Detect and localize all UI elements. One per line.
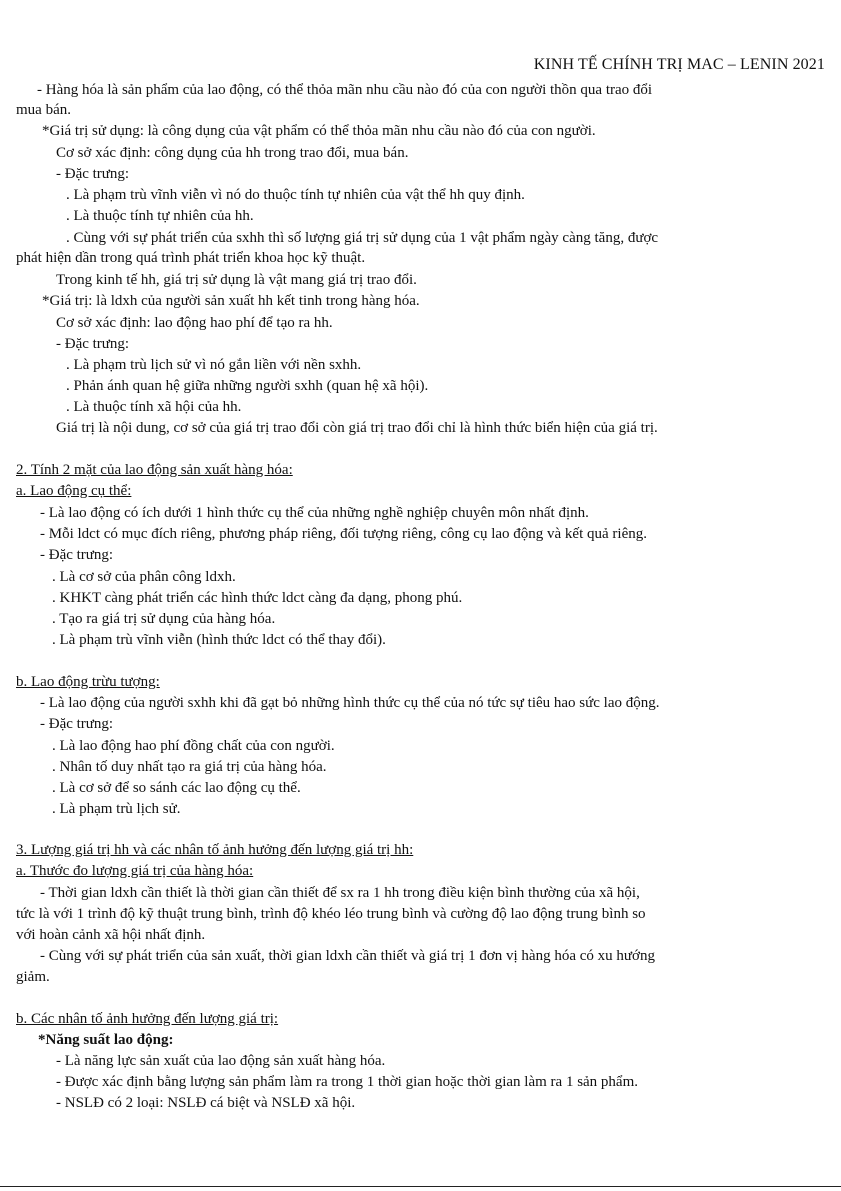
text-line: . Là cơ sở của phân công ldxh. bbox=[52, 569, 236, 585]
text-line: - Cùng với sự phát triển của sản xuất, thời gian ldxh cần thiết và giá trị 1 đơn vị hàng hóa có xu hướng bbox=[40, 948, 655, 964]
text-line: *Giá trị: là ldxh của người sản xuất hh kết tinh trong hàng hóa. bbox=[42, 293, 420, 309]
text-line: . Là phạm trù vĩnh viễn (hình thức ldct có thể thay đổi). bbox=[52, 632, 386, 648]
text-line: - Đặc trưng: bbox=[56, 166, 130, 182]
text-line: . Tạo ra giá trị sử dụng của hàng hóa. bbox=[52, 611, 276, 627]
section-heading: b. Các nhân tố ảnh hưởng đến lượng giá trị: bbox=[16, 1011, 279, 1027]
text-line: Trong kinh tế hh, giá trị sử dụng là vật mang giá trị trao đổi. bbox=[56, 272, 417, 288]
text-line: - Đặc trưng: bbox=[40, 547, 114, 563]
text-line: - Đặc trưng: bbox=[56, 336, 130, 352]
text-line: giảm. bbox=[16, 969, 50, 985]
text-line: . Phản ánh quan hệ giữa những người sxhh (quan hệ xã hội). bbox=[66, 378, 429, 394]
text-line: . Là lao động hao phí đồng chất của con người. bbox=[52, 738, 335, 754]
text-line: . Cùng với sự phát triển của sxhh thì số lượng giá trị sử dụng của 1 vật phẩm ngày càng tăng, được bbox=[66, 230, 659, 246]
text-line: - Đặc trưng: bbox=[40, 716, 114, 732]
text-line: *Giá trị sử dụng: là công dụng của vật phẩm có thể thỏa mãn nhu cầu nào đó của con người. bbox=[42, 123, 596, 139]
text-line: . Là thuộc tính xã hội của hh. bbox=[66, 399, 242, 415]
text-line: Cơ sở xác định: lao động hao phí để tạo ra hh. bbox=[56, 315, 333, 331]
section-heading: a. Lao động cụ thể: bbox=[16, 483, 132, 499]
text-line: tức là với 1 trình độ kỹ thuật trung bình, trình độ khéo léo trung bình và cường độ lao động trung bình so bbox=[16, 906, 646, 922]
page-header: KINH TẾ CHÍNH TRỊ MAC – LENIN 2021 bbox=[533, 56, 825, 73]
text-line: . Là cơ sở để so sánh các lao động cụ thể. bbox=[52, 780, 301, 796]
text-line: . Là phạm trù lịch sử. bbox=[52, 801, 181, 817]
text-line: . Là phạm trù lịch sử vì nó gắn liền với nền sxhh. bbox=[66, 357, 362, 373]
text-line: . Là phạm trù vĩnh viễn vì nó do thuộc tính tự nhiên của vật thể hh quy định. bbox=[66, 187, 525, 203]
text-line: Cơ sở xác định: công dụng của hh trong trao đổi, mua bán. bbox=[56, 145, 409, 161]
section-heading: 2. Tính 2 mặt của lao động sản xuất hàng hóa: bbox=[16, 462, 293, 478]
text-line: - Là lao động có ích dưới 1 hình thức cụ thể của những nghề nghiệp chuyên môn nhất định. bbox=[40, 505, 589, 521]
text-line: với hoàn cảnh xã hội nhất định. bbox=[16, 927, 206, 943]
text-line: . Nhân tố duy nhất tạo ra giá trị của hàng hóa. bbox=[52, 759, 327, 775]
text-line: - Là lao động của người sxhh khi đã gạt bỏ những hình thức cụ thể của nó tức sự tiêu hao sức lao động. bbox=[40, 695, 660, 711]
text-line: - Thời gian ldxh cần thiết là thời gian cần thiết để sx ra 1 hh trong điều kiện bình thường của xã hội, bbox=[40, 885, 640, 901]
bottom-rule bbox=[0, 1186, 841, 1187]
text-line: - Được xác định bằng lượng sản phẩm làm ra trong 1 thời gian hoặc thời gian làm ra 1 sản phẩm. bbox=[56, 1074, 639, 1090]
text-line: Giá trị là nội dung, cơ sở của giá trị trao đổi còn giá trị trao đổi chỉ là hình thức biển hiện của giá trị. bbox=[56, 420, 658, 436]
text-line: . Là thuộc tính tự nhiên của hh. bbox=[66, 208, 254, 224]
text-line: - Là năng lực sản xuất của lao động sản xuất hàng hóa. bbox=[56, 1053, 386, 1069]
text-line: phát hiện dần trong quá trình phát triển khoa học kỹ thuật. bbox=[16, 250, 366, 266]
text-line: . KHKT càng phát triển các hình thức ldct càng đa dạng, phong phú. bbox=[52, 590, 463, 606]
text-line: - Mỗi ldct có mục đích riêng, phương pháp riêng, đối tượng riêng, công cụ lao động và kết quả riêng. bbox=[40, 526, 647, 542]
text-line: - Hàng hóa là sản phẩm của lao động, có thể thỏa mãn nhu cầu nào đó của con người thồn qua trao đổi bbox=[37, 82, 653, 98]
section-heading: a. Thước đo lượng giá trị của hàng hóa: bbox=[16, 863, 254, 879]
text-line: mua bán. bbox=[16, 102, 71, 118]
text-line: - NSLĐ có 2 loại: NSLĐ cá biệt và NSLĐ xã hội. bbox=[56, 1095, 356, 1111]
bold-subheading: *Năng suất lao động: bbox=[38, 1032, 174, 1048]
section-heading: b. Lao động trừu tượng: bbox=[16, 674, 160, 690]
section-heading: 3. Lượng giá trị hh và các nhân tố ảnh hưởng đến lượng giá trị hh: bbox=[16, 842, 414, 858]
